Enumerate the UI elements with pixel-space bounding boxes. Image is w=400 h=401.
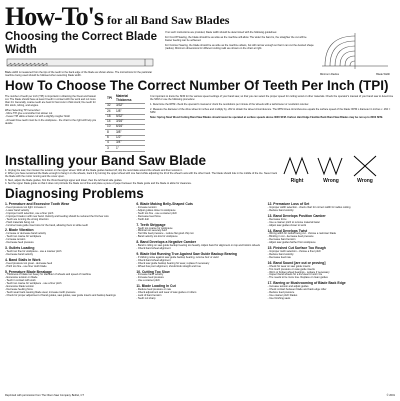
thickness-cell: 1/8" bbox=[114, 109, 145, 114]
problem-remedy: - Teeth not sharp bbox=[136, 296, 156, 300]
thickness-header: Material Thickness bbox=[114, 95, 145, 103]
problem-remedy: - Improper width selection - check chart for correct width for radius cutting bbox=[267, 205, 351, 209]
diagnosing-column-1 bbox=[5, 203, 132, 303]
problem-title: 12. Premature Loss of Set bbox=[267, 202, 310, 207]
width-section bbox=[5, 31, 395, 77]
sfm-text-0: It is important to know the SFM for the various speed settings of your band saw, so that you can select the proper speed for cutting wood or other materials. Check the operator's manual of your band saw to determine the SFM or use the following procedure: bbox=[150, 95, 394, 102]
tpi-bullet-2: - Fewer TPI allow a faster cut with a slightly rougher finish bbox=[5, 115, 71, 119]
problem-remedy: - Use finishing saws bbox=[267, 296, 291, 300]
problem-block bbox=[5, 229, 132, 245]
problem-remedy: - Adjust saw guides closer to work bbox=[267, 223, 307, 227]
radius-chart-graphic bbox=[320, 31, 390, 71]
install-step-2: 2. When you have tensioned the blade enough to hang it on the wheels, track it by turning the upper wheel with one hand while adjusting the tilt of the wheel's axis with the other hand. The blade should ride in the middle of the tire. Never track the blade with the motor running and the cover open. bbox=[5, 172, 277, 179]
problem-block bbox=[268, 215, 395, 228]
problem-block bbox=[5, 259, 132, 269]
problem-block bbox=[136, 203, 263, 222]
problem-remedy: - Teeth wear back causing blade wear, increase tooth pressure bbox=[5, 290, 76, 294]
problem-remedy: - Reduce band velocity bbox=[267, 208, 294, 212]
problem-remedy: - Increase tension bbox=[5, 238, 26, 242]
right-wrong-diagram bbox=[282, 154, 395, 186]
tpi-cell: 32 bbox=[105, 104, 114, 109]
problem-remedy: - Adjust guides closer to workpiece bbox=[136, 208, 176, 212]
problem-remedy: - Decrease feed rate bbox=[267, 255, 291, 259]
tpi-section-title: How To Choose The Correct Number Of Teeth Per Inch (TPI) bbox=[5, 78, 389, 94]
problem-title: 15. Finished Cut Surface Too Rough bbox=[267, 246, 326, 251]
problem-remedy: - Use a coarser pitch to remove material faster bbox=[267, 220, 321, 224]
problem-block bbox=[268, 262, 395, 281]
problem-remedy: - Increase band velocity bbox=[136, 273, 164, 277]
problem-remedy: - Adjust saw guides farther from workpiece bbox=[267, 241, 316, 245]
header bbox=[5, 3, 395, 30]
problem-remedy: - Excessive blade tension bbox=[5, 285, 34, 289]
problem-title: 10. Cutting Too Slow bbox=[136, 269, 170, 274]
problem-title: 8. Band Develops a Negative Camber bbox=[136, 240, 197, 245]
footer-copyright: © 2001 bbox=[386, 394, 395, 398]
tpi-left-text: The number of teeth per inch (TPI) is important in obtaining the finest and fastest cut. The blade should have at least 3 teeth in contact with the work and not more than 24. Generally, coarse teeth are best for fast cuts in thick stock; fine teeth for thin stock, tubing, and angles. bbox=[5, 95, 96, 108]
problem-block bbox=[5, 247, 132, 257]
problem-block bbox=[136, 271, 263, 284]
problem-remedy: - Hard materials being cut bbox=[5, 220, 35, 224]
problem-remedy: - Band velocity too low for workpiece bbox=[136, 235, 178, 239]
width-right-text-1: If no such instructions are provided, blade width should be determined with the following guidelines: bbox=[165, 31, 277, 34]
problem-remedy: - Wrong width for radius being cut - choose a narrower blade bbox=[267, 232, 336, 236]
problem-remedy: - Band is riding on saw guide backup bearing too heavily. Adjust band for alignment on top and bottom wheels bbox=[136, 244, 260, 248]
problem-block bbox=[5, 203, 132, 227]
thickness-cell: 1" bbox=[114, 146, 145, 151]
problem-remedy: - Feed pressure too great - decrease feed bbox=[5, 261, 53, 265]
footer-credit: Reprinted with permission from The Olson Saw Company Bethel, CT bbox=[5, 394, 84, 398]
problem-block bbox=[136, 253, 263, 269]
tpi-bullet-3: - At least three teeth must be in the workpiece - the chart to the right will help you decide bbox=[5, 118, 97, 125]
problem-remedy: - Worn or broken wheel bearings - replace if necessary bbox=[267, 270, 330, 274]
right-label: Right bbox=[290, 178, 304, 185]
tpi-cell: 4 bbox=[105, 140, 114, 145]
diagnosing-title: Diagnosing Problems bbox=[5, 186, 144, 202]
problem-block bbox=[268, 247, 395, 260]
width-label: Blade Width bbox=[376, 72, 390, 76]
problem-remedy: - Pitch too fine - use finer tooth blade bbox=[5, 264, 47, 268]
table-row bbox=[105, 146, 145, 151]
tpi-cell: 8 bbox=[105, 130, 114, 135]
problem-remedy: - Improper tooth selection - choose a finer pitch bbox=[267, 250, 321, 253]
problem-remedy: - Lack of band tension bbox=[136, 293, 162, 297]
sfm-text-1: 1. Determine the RPM: check the operator's manual or clock the revolutions per minute of the wheels with a tachometer or revolution counter. bbox=[150, 103, 310, 107]
problem-remedy: - Wheel has poor alignment, should look straight and true bbox=[136, 264, 201, 268]
problem-remedy: - Check for proper adjustment of band guides, saw guides, saw guide inserts and backup bearings bbox=[5, 293, 116, 297]
problem-remedy: - Tooth dull bbox=[136, 217, 149, 221]
tpi-bullet-1: - More TPI give a smoother but slower cut bbox=[5, 112, 53, 116]
problem-remedy: - Decrease force bbox=[267, 217, 287, 221]
radius-chart bbox=[320, 31, 390, 77]
sfm-text-2: 2. Measure the diameter of the drive wheel in inches and multiply by .262 to obtain the wheel circumference. The RPM times circumference equals the surface speed of the blade: RPM x diameter in inches x .262 = SFM bbox=[150, 108, 391, 115]
problem-title: 2. Blade Vibration bbox=[5, 228, 34, 233]
problem-block bbox=[136, 241, 263, 251]
diagnosing-column-3 bbox=[268, 203, 395, 303]
tpi-header: TPI bbox=[105, 95, 114, 103]
problem-remedy: - Too much pressure on saw guide inserts bbox=[267, 267, 315, 271]
problem-remedy: - Improper tooth selection, use a finer pitch bbox=[5, 211, 54, 215]
problem-block bbox=[136, 224, 263, 240]
thickness-cell: 6/16" bbox=[114, 125, 145, 130]
problem-title: 9. Blade Not Running True Against Saw Guide Backup Bearing bbox=[136, 251, 237, 256]
wrong-blade-icon bbox=[350, 154, 380, 178]
problem-remedy: - Tire needs to be more true. Replace or clean guides bbox=[267, 276, 328, 280]
problem-remedy: - Decrease band tension bbox=[267, 238, 296, 242]
wrong-blade-icon bbox=[316, 154, 346, 178]
problem-title: 14. Band Develops Twist bbox=[267, 228, 308, 233]
tpi-cell: 6 bbox=[105, 135, 114, 140]
radius-label: Minimum Radius bbox=[320, 72, 339, 76]
problem-title: 4. Band Stalls in Work bbox=[5, 257, 41, 262]
problem-remedy: - Teeth too coarse for workpiece bbox=[136, 226, 173, 230]
problem-remedy: - Increase tension and adjust guides bbox=[267, 285, 309, 289]
wrong-label-1: Wrong bbox=[323, 178, 339, 185]
logo-subtitle: for all Band Saw Blades bbox=[106, 13, 230, 28]
tpi-bullet-0: When Selecting TPI remember: bbox=[5, 109, 41, 113]
problem-remedy: - Minimal not severely held bbox=[136, 229, 167, 233]
diagnosing-section bbox=[5, 187, 395, 303]
logo-title: How-To's bbox=[5, 2, 103, 31]
problem-remedy: - Teeth too fine - use a coarser pitch bbox=[136, 211, 177, 215]
problem-remedy: - Improper break-in with new band. Velocity and feeding should be reduced the first few cuts bbox=[5, 214, 109, 218]
tpi-cell: 18 bbox=[105, 114, 114, 119]
problem-remedy: - Check band wheel alignment bbox=[136, 247, 171, 251]
problem-title: 17. Barring or Mushrooming of Blade Back Edge bbox=[267, 281, 346, 286]
problem-title: 16. Band Sound [are out or proving] bbox=[267, 260, 326, 265]
diagnosing-column-2 bbox=[136, 203, 263, 303]
footer bbox=[5, 395, 395, 398]
problem-remedy: - Decrease feed force bbox=[136, 214, 161, 218]
problem-remedy: - Use a coarser pitch bbox=[136, 279, 160, 283]
problem-remedy: - Decrease feeding force bbox=[5, 288, 33, 292]
problem-block bbox=[5, 271, 132, 298]
problem-remedy: - Lower band velocity bbox=[5, 208, 30, 212]
problem-remedy: - Incorrect saw guide insert size for the band, allowing them to strike teeth bbox=[5, 223, 89, 227]
problem-remedy: - Teeth are running the wrong direction bbox=[5, 217, 49, 221]
install-step-3: 3. Next, adjust the blade guides, first the thrust bearings upper and lower, then the left hand side guides. bbox=[5, 178, 123, 182]
problem-remedy: - Teeth too coarse for workpiece bbox=[5, 235, 42, 239]
problem-remedy: - Check for wear on saw guide inserts bbox=[267, 264, 311, 268]
problem-title: 6. Blade Making Belly-Shaped Cuts bbox=[136, 202, 193, 207]
tpi-cell: 10 bbox=[105, 125, 114, 130]
problem-title: 1. Premature and Excessive Tooth Wear bbox=[5, 202, 70, 207]
problem-remedy: - Inspect band wheels for a tire wear or worn tire bbox=[267, 273, 323, 277]
problem-remedy: - Decrease band velocity bbox=[5, 252, 34, 256]
problem-block bbox=[268, 203, 395, 213]
problem-remedy: - Reduce band velocity bbox=[267, 252, 294, 256]
thickness-cell: 1/2" bbox=[114, 135, 145, 140]
problem-remedy: - Check contact between blade and back edge roller bbox=[267, 288, 327, 292]
tpi-section bbox=[5, 79, 395, 151]
thickness-cell: 3/8" bbox=[114, 130, 145, 135]
install-step-4: 4. Set the upper blade guide so that it does not protrude the blade out of line and place a piece of paper between the blade guide and the blade to allow for clearance. bbox=[5, 181, 192, 185]
tpi-cell: 24 bbox=[105, 109, 114, 114]
wrong-label-2: Wrong bbox=[357, 178, 373, 185]
problem-remedy: - Increase feed pressure bbox=[136, 276, 164, 280]
problem-title: 13. Band Develops Position Camber bbox=[267, 213, 326, 218]
problem-remedy: - Reduce feed pressure bbox=[267, 291, 295, 295]
problem-remedy: - If clicking noise against saw guide backup bearing, remove burr or weld bbox=[136, 255, 219, 259]
problem-remedy: - Increase or decrease band velocity bbox=[5, 232, 47, 236]
thickness-cell: 3/4" bbox=[114, 140, 145, 145]
width-right-text-2: For Cut-Off Sawing, the blade should be as wide as the machine will allow. The wider the band is, the straighter the cut will be. Faster feeding can be achieved. bbox=[165, 36, 308, 43]
install-section-title: Installing your Band Saw Blade bbox=[5, 152, 207, 168]
problem-title: 11. Blade Loading In Cut bbox=[136, 284, 176, 289]
width-right-text-3: For Contour Sawing, the blade should be as wide as the machine allows, but still narrow enough so that it can cut the desired shape (radius). Minimum dimensions for different cutting radii are shown on the chart at right. bbox=[165, 44, 314, 51]
problem-title: 5. Premature Blade Breakage bbox=[5, 269, 52, 274]
problem-remedy: - Too little feed pressure - reduce flat good chip run bbox=[136, 232, 194, 236]
blade-width-diagram bbox=[5, 57, 155, 68]
tpi-cell: 3 bbox=[105, 146, 114, 151]
right-blade-icon bbox=[282, 154, 312, 178]
thickness-cell: 5/32" bbox=[114, 114, 145, 119]
tpi-table bbox=[105, 95, 145, 151]
problem-remedy: - Check adjustment and wear of saw guides or rollers bbox=[136, 291, 197, 295]
problem-remedy: - Feed pressure too light: increase it bbox=[5, 205, 46, 209]
problem-remedy: - Binding in cut - decrease feed pressure bbox=[267, 235, 314, 239]
problem-title: 3. Gullets Loading bbox=[5, 246, 35, 251]
problem-remedy: - Thickness of blade too heavy for diameter of wheels and speed of machine bbox=[5, 273, 92, 277]
problem-remedy: - Excessive tension on blade bbox=[5, 276, 38, 280]
thickness-cell: 3/16" bbox=[114, 119, 145, 124]
sfm-note: Note: Spring Steel Wood Cutting Band Saw Blades should never be operated at surface speeds above 3000 SFM. Carbon Hard Edge Flexible Back Band Saw Blades may be run up to 8000 SFM. bbox=[150, 116, 383, 120]
problem-remedy: - Teeth in contact with work bbox=[5, 279, 36, 283]
problem-remedy: - Increase tension bbox=[136, 205, 157, 209]
problem-block bbox=[136, 285, 263, 301]
problem-remedy: - Reduce feed pressure or rate bbox=[136, 288, 172, 292]
problem-block bbox=[268, 230, 395, 246]
problem-remedy: - Use coarser pitch blades bbox=[267, 293, 298, 297]
install-step-1: 1. Unplug the saw, then loosen the tension on the upper wheel. With all the blade guides backed off, slip the new blade around the wheels and then tension it. bbox=[5, 169, 183, 173]
problem-block bbox=[268, 282, 395, 301]
thickness-cell: 3/32" bbox=[114, 104, 145, 109]
width-section-title: Choosing the Correct Blade Width bbox=[5, 31, 158, 56]
problem-remedy: - Teeth too coarse for workpiece - use a finer pitch bbox=[5, 282, 62, 286]
width-left-text: Blade width is measured from the tips of the teeth to the back edge of the blade as shown above. The instructions for the particular machine being used should be followed when selecting blade width. bbox=[5, 71, 153, 78]
install-section bbox=[5, 154, 395, 186]
problem-remedy: - Check band wheel alignment bbox=[136, 258, 171, 262]
tpi-cell: 14 bbox=[105, 119, 114, 124]
problem-title: 7. Teeth Strippage bbox=[136, 222, 166, 227]
problem-remedy: - Teeth too fine for workpiece - use a coarser pitch bbox=[5, 249, 62, 253]
problem-remedy: - Decrease feed pressure bbox=[5, 241, 34, 245]
problem-remedy: - Check saw guide backup bearing for wear, replace if necessary bbox=[136, 261, 210, 265]
